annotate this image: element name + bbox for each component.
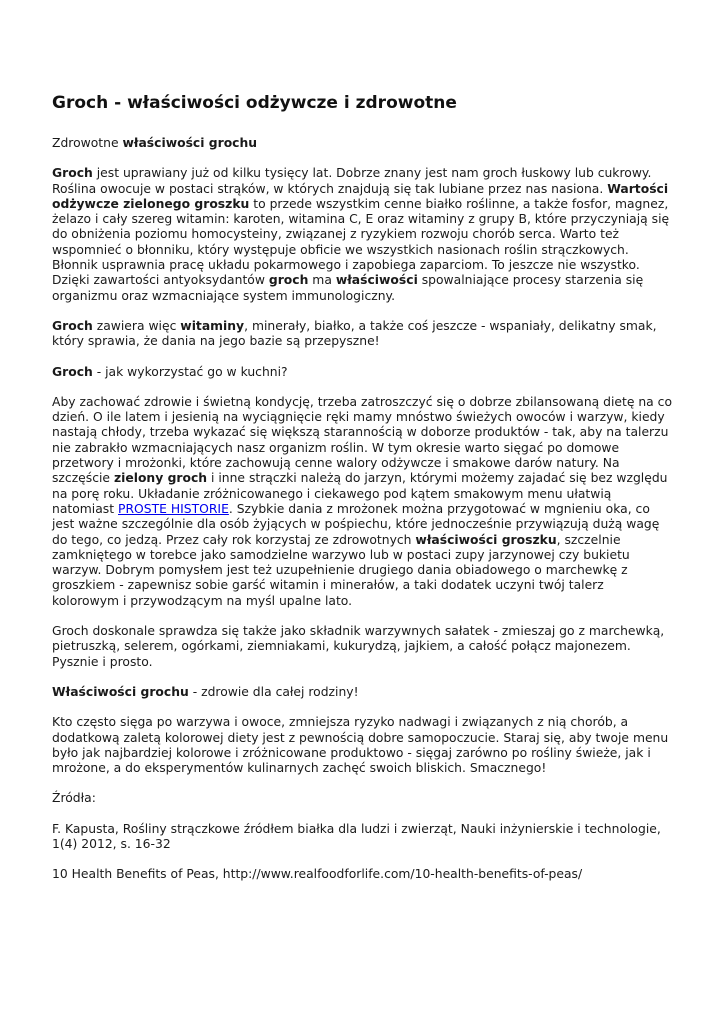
text: spowalniające procesy starzenia się organizmu oraz wzmacniające system immunologiczny. [52, 273, 644, 303]
paragraph-family-heading [52, 685, 673, 700]
text: Groch doskonale sprawdza się także jako składnik warzywnych sałatek - zmieszaj go z marchewką, pietruszką, selerem, ogórkami, ziemniakami, kukurydzą, jajkiem, a całość połącz majonezem. Pysznie i prosto. [52, 624, 665, 669]
bold-text: Groch [52, 318, 93, 333]
text: Kto często sięga po warzywa i owoce, zmniejsza ryzyko nadwagi i związanych z nią chorób, a dodatkową zaletą kolorowej diety jest z pewnością dobre samopoczucie. Staraj się, aby twoje menu było jak najbardziej kolorowe i zróżnicowane produktowo - sięgaj zarówno po rośliny świeże, jak i mrożone, a do eksperymentów kulinarnych zachęć swoich bliskich. Smacznego! [52, 715, 669, 776]
source-kapusta [52, 822, 673, 853]
bold-text: Groch [52, 166, 93, 181]
text: F. Kapusta, Rośliny strączkowe źródłem białka dla ludzi i zwierząt, Nauki inżynierskie i technologie, 1(4) 2012, s. 16-32 [52, 821, 661, 851]
paragraph-vitamins [52, 319, 673, 350]
text: - zdrowie dla całej rodziny! [188, 684, 359, 699]
text: , szczelnie zamkniętego w torebce jako samodzielne warzywo lub w postaci zupy jarzynowej czy bukietu warzyw. Dobrym pomysłem jest też uzupełnienie drugiego dania obiadowego o marchewkę z groszkiem - zapewnisz sobie garść witamin i minerałów, a taki dodatek uczyni twój talerz kolorowym i przywodzącym na myśl upalne lato. [52, 532, 630, 608]
text: - jak wykorzystać go w kuchni? [92, 364, 288, 379]
sources-heading [52, 791, 673, 806]
text: 10 Health Benefits of Peas, http://www.realfoodforlife.com/10-health-benefits-of-peas/ [52, 867, 583, 882]
bold-text: właściwości grochu [122, 136, 258, 150]
bold-text: zielony groch [113, 471, 208, 486]
paragraph-description [52, 166, 673, 304]
text: jest uprawiany już od kilku tysięcy lat. Dobrze znany jest nam groch łuskowy lub cukrowy. Roślina owocuje w postaci strąków, w których znajdują się tak lubiane przez nas nasiona. [52, 166, 652, 196]
paragraph-salad [52, 624, 673, 670]
text: to przede wszystkim cenne białko roślinne, a także fosfor, magnez, żelazo i cały szereg witamin: karoten, witamina C, E oraz witaminy z grupy B, które przyczyniają się do obniżenia poziomu homocysteiny, związanej z ryzykiem rozwoju chorób serca. Warto też wspomnieć o błonniku, który występuje obficie we wszystkich nasionach roślin strączkowych. Błonnik usprawnia pracę układu pokarmowego i zapobiega zaparciom. To jeszcze nie wszystko. Dzięki zawartości antyoksydantów [52, 196, 670, 288]
source-realfoodforlife [52, 867, 673, 882]
text: ma [308, 273, 336, 288]
paragraph-intro [52, 136, 673, 151]
text: . Szybkie dania z mrożonek można przygotować w mgnieniu oka, co jest ważne szczególnie dla osób żyjących w pośpiechu, które jednocześnie przywiązują dużą wagę do tego, co jedzą. Przez cały rok korzystaj ze zdrowotnych [52, 501, 660, 547]
text: , minerały, białko, a także coś jeszcze - wspaniały, delikatny smak, który sprawia, że dania na jego bazie są przepyszne! [52, 318, 657, 349]
text: zawiera więc [92, 318, 181, 333]
bold-text: witaminy [180, 318, 245, 333]
text: Zdrowotne [52, 136, 123, 150]
bold-text: Groch [52, 364, 93, 379]
text: Aby zachować zdrowie i świetną kondycję, trzeba zatroszczyć się o dobrze zbilansowaną dietę na co dzień. O ile latem i jesienią na wyciągnięcie ręki mamy mnóstwo świeżych owoców i warzyw, kiedy nastają chłody, trzeba wykazać się większą starannością w doborze produktów - tak, aby na talerzu nie zabrakło wzmacniających nasz organizm roślin. W tym okresie warto sięgać po domowe przetwory i mrożonki, które zachowują cenne walory odżywcze i smakowe darów natury. Na szczęście [52, 394, 673, 486]
text: i inne strączki należą do jarzyn, którymi możemy zajadać się bez względu na porę roku. Układanie zróżnicowanego i ciekawego pod kątem smakowym menu ułatwią natomiast [52, 471, 668, 516]
paragraph-kitchen-heading [52, 365, 673, 380]
page-title: Groch - właściwości odżywcze i zdrowotne [52, 93, 457, 113]
bold-text: właściwości [335, 273, 418, 288]
bold-text: Wartości odżywcze zielonego groszku [52, 181, 669, 211]
proste-historie-link[interactable]: PROSTE HISTORIE [118, 501, 229, 516]
paragraph-diet [52, 395, 673, 609]
bold-text: groch [268, 273, 309, 288]
text: Źródła: [52, 791, 96, 806]
paragraph-summary [52, 715, 673, 776]
bold-text: Właściwości grochu [52, 684, 189, 699]
bold-text: właściwości groszku [415, 532, 557, 547]
